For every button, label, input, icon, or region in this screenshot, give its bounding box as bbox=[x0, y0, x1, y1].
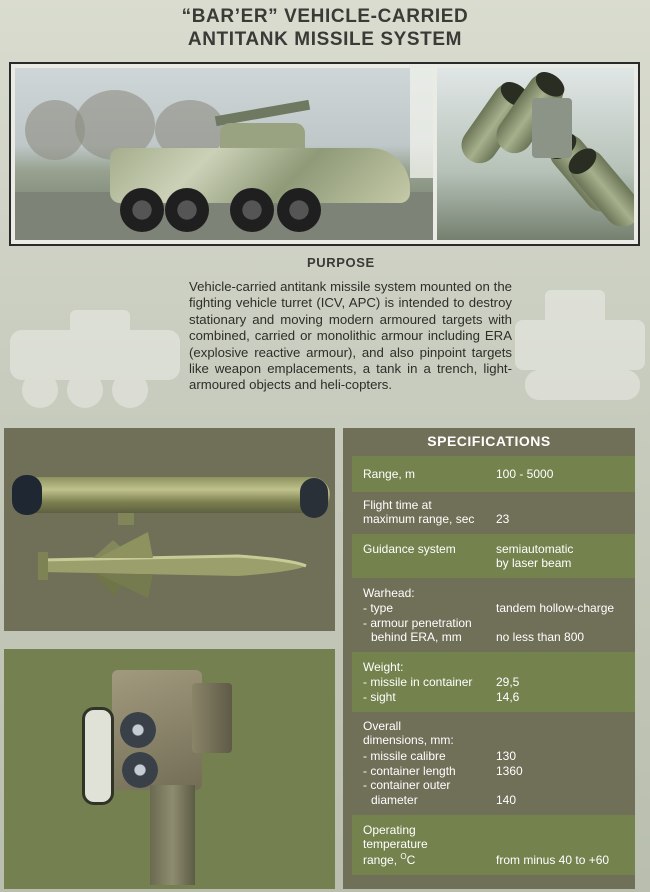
spec-value: 14,6 bbox=[496, 690, 520, 704]
spec-label: Range, m bbox=[363, 467, 416, 481]
spec-row-warhead bbox=[352, 578, 635, 652]
temperature-range-label: range, bbox=[363, 853, 398, 867]
sight-lens-shape bbox=[120, 712, 156, 748]
wheel-shape bbox=[120, 188, 164, 232]
spec-label: - missile calibre bbox=[363, 749, 446, 763]
spec-value: 100 - 5000 bbox=[496, 467, 554, 481]
spec-value: 23 bbox=[496, 512, 510, 526]
spec-value: 1360 bbox=[496, 764, 523, 778]
spec-row-temperature bbox=[352, 815, 635, 875]
spec-row-weight bbox=[352, 652, 635, 712]
spec-label: - type bbox=[363, 601, 394, 615]
faded-apc-illustration bbox=[0, 300, 190, 430]
spec-label: Operating bbox=[363, 823, 416, 837]
wheel-shape bbox=[230, 188, 274, 232]
wheel-shape bbox=[277, 188, 321, 232]
building-shape bbox=[410, 68, 433, 178]
missile-illustration bbox=[38, 530, 310, 600]
spec-value: 29,5 bbox=[496, 675, 520, 689]
title-line-2: ANTITANK MISSILE SYSTEM bbox=[187, 29, 463, 50]
spec-label: - container outer bbox=[363, 778, 451, 792]
spec-label: dimensions, mm: bbox=[363, 733, 454, 747]
spec-value: semiautomatic bbox=[496, 542, 574, 556]
spec-label bbox=[363, 853, 415, 867]
degree-symbol: O bbox=[400, 852, 407, 861]
spec-row-dimensions bbox=[352, 712, 635, 815]
spec-label: - missile in container bbox=[363, 675, 473, 689]
sight-cover-shape bbox=[82, 707, 114, 805]
spec-value: by laser beam bbox=[496, 556, 572, 570]
sight-lens-shape bbox=[122, 752, 158, 788]
spec-value: 130 bbox=[496, 749, 517, 763]
spec-label: Flight time at bbox=[363, 498, 432, 512]
spec-row-flight-time bbox=[352, 492, 635, 534]
spec-label: Guidance system bbox=[363, 542, 456, 556]
spec-value: tandem hollow-charge bbox=[496, 601, 615, 615]
apc-photo bbox=[15, 68, 433, 240]
spec-label: - container length bbox=[363, 764, 456, 778]
spec-label: temperature bbox=[363, 837, 428, 851]
container-clip-shape bbox=[118, 513, 134, 525]
spec-label: - armour penetration bbox=[363, 616, 472, 630]
document-title bbox=[0, 5, 650, 51]
sight-mount-shape bbox=[150, 785, 195, 885]
sight-unit-shape bbox=[532, 98, 572, 158]
spec-label: Overall bbox=[363, 719, 402, 733]
purpose-text: Vehicle-carried antitank missile system mounted on the fighting vehicle turret (ICV, APC) is intended to destroy stationary and moving modern armoured targets with combined, carried or monolithic armour including ERA (explosive reactive armour), and also pinpoint targets like weapon emplacements, a tank in a trench, light-armoured objects and heli-copters. bbox=[189, 279, 512, 393]
container-end-cap-shape bbox=[12, 475, 42, 515]
spec-label: Weight: bbox=[363, 660, 404, 674]
spec-label: maximum range, sec bbox=[363, 512, 475, 526]
sight-side-unit-shape bbox=[192, 683, 232, 753]
spec-value: 140 bbox=[496, 793, 517, 807]
spec-value: from minus 40 to +60 bbox=[496, 853, 610, 867]
vehicle-photo-strip bbox=[9, 62, 640, 246]
title-line-1: “BAR’ER” VEHICLE-CARRIED bbox=[181, 6, 469, 27]
spec-label: diameter bbox=[371, 793, 418, 807]
launcher-closeup-photo bbox=[437, 68, 634, 240]
wheel-shape bbox=[165, 188, 209, 232]
temperature-unit: C bbox=[406, 853, 416, 867]
launch-tube-shape bbox=[562, 142, 634, 234]
specifications-heading: SPECIFICATIONS bbox=[427, 433, 551, 449]
faded-ifv-illustration bbox=[505, 270, 650, 420]
missile-container-shape bbox=[16, 477, 330, 513]
spec-label: - sight bbox=[363, 690, 396, 704]
container-end-cap-shape bbox=[300, 478, 328, 518]
spec-row-range bbox=[352, 456, 635, 492]
spec-row-guidance bbox=[352, 534, 635, 578]
spec-label: Warhead: bbox=[363, 586, 415, 600]
spec-value: no less than 800 bbox=[496, 630, 585, 644]
purpose-heading: PURPOSE bbox=[307, 255, 375, 270]
spec-label: behind ERA, mm bbox=[371, 630, 462, 644]
